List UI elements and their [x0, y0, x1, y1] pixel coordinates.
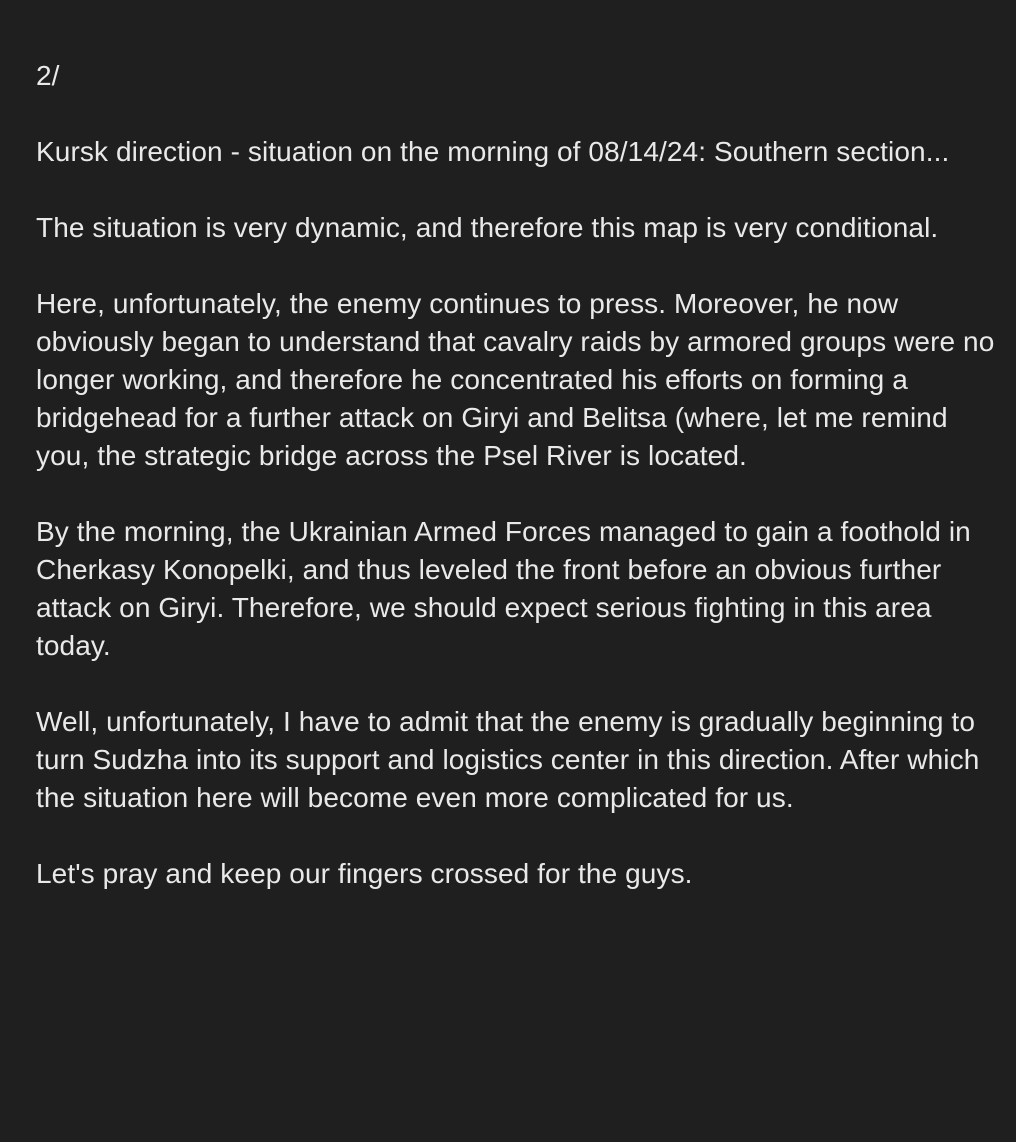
post-number: 2/ — [36, 60, 60, 91]
paragraph-closing: Let's pray and keep our fingers crossed for the guys. — [36, 858, 693, 889]
paragraph-heading: Kursk direction - situation on the morning of 08/14/24: Southern section... — [36, 136, 950, 167]
paragraph: By the morning, the Ukrainian Armed Forces managed to gain a foothold in Cherkasy Konopelki, and thus leveled the front before an obvious further attack on Giryi. Therefore, we should expect serious fighting in this area today. — [36, 516, 971, 661]
paragraph: The situation is very dynamic, and therefore this map is very conditional. — [36, 212, 939, 243]
paragraph: Here, unfortunately, the enemy continues to press. Moreover, he now obviously began to understand that cavalry raids by armored groups were no longer working, and therefore he concentrated his efforts on forming a bridgehead for a further attack on Giryi and Belitsa (where, let me remind you, the strategic bridge across the Psel River is located. — [36, 288, 995, 471]
paragraph: Well, unfortunately, I have to admit that the enemy is gradually beginning to turn Sudzha into its support and logistics center in this direction. After which the situation here will become even more complicated for us. — [36, 706, 980, 813]
